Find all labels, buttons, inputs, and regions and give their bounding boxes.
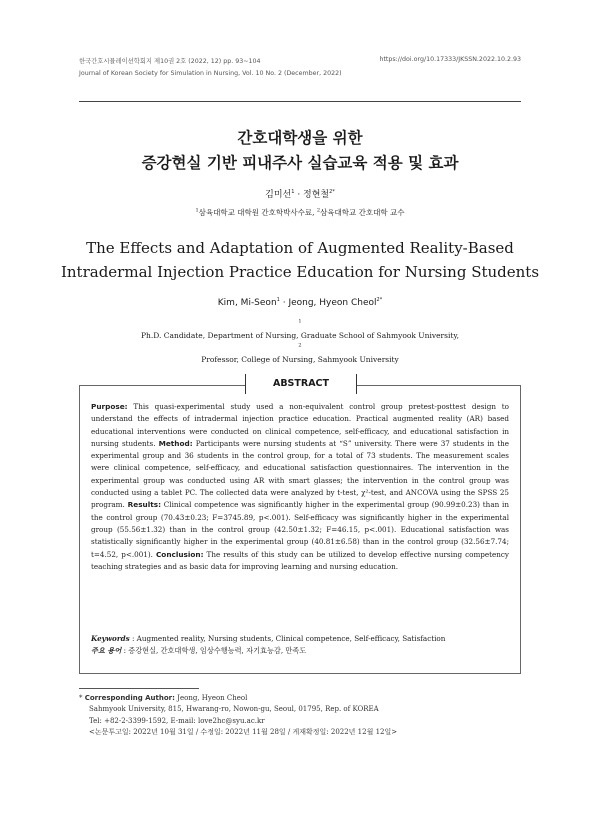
journal-header [79, 56, 521, 90]
keywords-label: Keywords [91, 634, 130, 643]
korean-affil-1: 삼육대학교 대학원 간호학박사수료, [198, 208, 317, 217]
corresponding-author-label: Corresponding Author: [84, 694, 175, 702]
english-affil-line-2 [0, 342, 600, 366]
header-rule [79, 101, 521, 102]
english-affil-2-mark: 2 [298, 342, 302, 349]
english-title-line-2: Intradermal Injection Practice Education for Nursing Students [60, 263, 540, 281]
conclusion-label: Conclusion: [155, 549, 204, 559]
submission-dates: <논문투고일: 2022년 10월 31일 / 수정일: 2022년 11월 28일 / 게재확정일: 2022년 12월 12일> [89, 727, 398, 736]
english-affil-1-mark: 1 [298, 318, 302, 325]
korean-affil-1-mark: 1 [195, 207, 199, 214]
english-title [0, 236, 600, 284]
english-author-1-mark: 1 [276, 297, 280, 303]
purpose-label: Purpose: [91, 402, 128, 411]
korean-affil-2-mark: 2 [316, 207, 321, 214]
journal-citation-ko: 한국간호시뮬레이션학회지 제10권 2호 (2022, 12) pp. 93~104 [79, 58, 261, 65]
correspondence-footnote [79, 693, 521, 738]
results-text: Clinical competence was significantly higher in the experimental group (90.99±0.23) than in the control group (70.43±0.23; F=3745.89, p<.001). Self-efficacy was significantly higher in the experimental group (55.56±1.32) than in the control group (42.50±1.32; F=46.15, p<.001). Educational satisfaction was statistically significantly higher in the experimental group (40.81±6.58) than in the control group (32.56±7.74; t=4.52, p<.001). [91, 500, 509, 559]
korean-author-2: 정현철 [303, 190, 330, 200]
author-separator: · [294, 190, 304, 200]
english-author-2: Jeong, Hyeon Cheol [288, 298, 377, 308]
footnote-rule [79, 688, 199, 689]
korean-title-line-1: 간호대학생을 위한 [237, 129, 363, 147]
korean-authors [0, 187, 600, 200]
korean-affil-2: 삼육대학교 간호대학 교수 [320, 208, 405, 217]
corresponding-contact: Tel: +82-2-3399-1592, E-mail: love2hc@syu.ac.kr [89, 716, 265, 725]
keywords-block [91, 633, 509, 658]
english-affil-line-1 [0, 318, 600, 342]
english-keywords [91, 633, 509, 645]
korean-title [0, 126, 600, 176]
korean-keywords [91, 645, 509, 657]
conclusion-text: The results of this study can be utilized to develop effective nursing competency teaching strategies and as basic data for improving learning and nursing education. [91, 549, 509, 571]
method-text: Participants were nursing students at “S” university. There were 37 students in the experimental group and 36 students in the control group, for a total of 73 students. The measurement scales were clinical competence, self-efficacy, and educational satisfaction questionnaires. The intervention in the experimental group was conducted using AR with smart glasses; the intervention in the control group was conducted using a tablet PC. The collected data were analyzed by t-test, χ²-test, and ANCOVA using the SPSS 25 program. [91, 438, 509, 510]
korean-author-2-mark: 2* [329, 189, 335, 195]
english-affiliations [0, 318, 600, 366]
doi-link[interactable]: https://doi.org/10.17333/JKSSN.2022.10.2.93 [379, 56, 521, 63]
english-affil-2: Professor, College of Nursing, Sahmyook University [201, 355, 399, 364]
author-separator: · [279, 298, 289, 308]
corresponding-author-line [79, 693, 521, 704]
korean-title-line-2: 증강현실 기반 피내주사 실습교육 적용 및 효과 [141, 154, 459, 172]
english-affil-1: Ph.D. Candidate, Department of Nursing, Graduate School of Sahmyook University, [141, 331, 459, 340]
korean-author-1: 김미선 [265, 190, 292, 200]
korean-author-1-mark: 1 [291, 189, 295, 195]
results-label: Results: [127, 500, 161, 510]
asterisk-icon: * [79, 694, 85, 702]
journal-citation-en: Journal of Korean Society for Simulation in Nursing, Vol. 10 No. 2 (December, 2022) [79, 70, 342, 77]
corresponding-author-name: Jeong, Hyeon Cheol [174, 694, 248, 702]
abstract-heading: ABSTRACT [245, 374, 357, 394]
korean-keywords-label: 주요 용어 [91, 646, 122, 656]
abstract-body [91, 401, 509, 573]
korean-keywords-text: : 증강현실, 간호대학생, 임상수행능력, 자기효능감, 만족도 [121, 646, 307, 656]
english-author-2-mark: 2* [376, 297, 383, 303]
purpose-text: This quasi-experimental study used a non-equivalent control group pretest-posttest design to understand the effects of intradermal injection practice education. Practical augmented reality (AR) based educational interventions were conducted on clinical competence, self-efficacy, and educational satisfaction in nursing students. [91, 402, 509, 448]
keywords-text: : Augmented reality, Nursing students, Clinical competence, Self-efficacy, Satisfaction [129, 634, 446, 643]
english-author-1: Kim, Mi-Seon [217, 298, 277, 308]
corresponding-address: Sahmyook University, 815, Hwarang-ro, Nowon-gu, Seoul, 01795, Rep. of KOREA [89, 705, 379, 714]
method-label: Method: [158, 438, 193, 448]
english-authors [0, 298, 600, 308]
english-title-line-1: The Effects and Adaptation of Augmented Reality-Based [86, 239, 514, 257]
korean-affiliations [0, 207, 600, 218]
